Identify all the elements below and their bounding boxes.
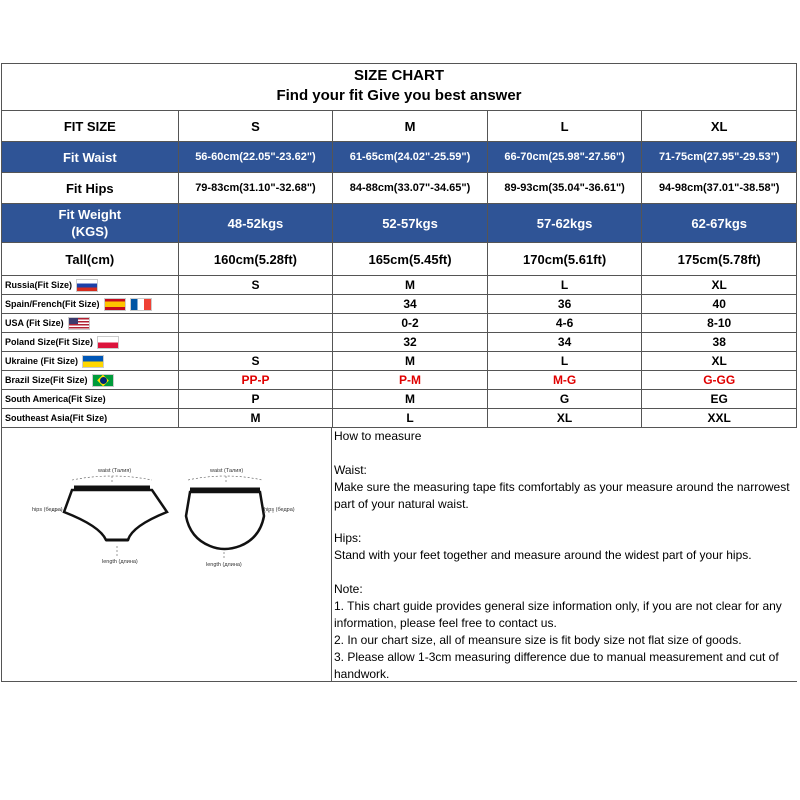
table-cell: 61-65cm(24.02"-25.59") [333, 142, 488, 173]
table-cell: L [487, 352, 642, 371]
row-label [2, 333, 179, 352]
hips-label-front: hips (бедра) [32, 507, 63, 513]
table-cell: 0-2 [333, 314, 488, 333]
chart-title: SIZE CHART [354, 67, 444, 84]
waist-title: Waist: [334, 463, 367, 477]
size-table [1, 110, 797, 428]
table-cell: 48-52kgs [178, 204, 333, 243]
brazil-flag-icon [92, 374, 114, 387]
table-cell: 32 [333, 333, 488, 352]
table-cell: 89-93cm(35.04"-36.61") [487, 173, 642, 204]
row-label-text: Russia(Fit Size) [5, 279, 73, 290]
hips-text: Stand with your feet together and measure around the widest part of your hips. [334, 548, 752, 562]
table-row-usa [2, 314, 797, 333]
table-row-russia [2, 276, 797, 295]
row-label-text: Ukraine (Fit Size) [5, 355, 79, 366]
table-cell: 8-10 [642, 314, 797, 333]
measure-instructions [332, 428, 797, 681]
table-cell: 175cm(5.78ft) [642, 243, 797, 276]
table-cell: M-G [487, 371, 642, 390]
table-cell: P-M [333, 371, 488, 390]
chart-subtitle: Find your fit Give you best answer [276, 87, 522, 104]
measure-section [1, 428, 797, 682]
table-cell: 34 [487, 333, 642, 352]
table-row-weight [2, 204, 797, 243]
table-cell: P [178, 390, 333, 409]
note-1: 1. This chart guide provides general size information only, if you are not clear for any information, please feel free to contact us. [334, 599, 782, 630]
measurement-diagram [1, 428, 332, 681]
table-row-spain [2, 295, 797, 314]
table-cell: 36 [487, 295, 642, 314]
table-cell: 34 [333, 295, 488, 314]
table-cell: XL [642, 352, 797, 371]
usa-flag-icon [68, 317, 90, 330]
table-row-hips [2, 173, 797, 204]
table-row-poland [2, 333, 797, 352]
row-label: Fit Waist [2, 142, 179, 173]
chart-title-block [1, 63, 797, 110]
table-cell [178, 333, 333, 352]
table-cell: 4-6 [487, 314, 642, 333]
briefs-front-drawing [64, 488, 167, 540]
table-cell: 66-70cm(25.98"-27.56") [487, 142, 642, 173]
ukraine-flag-icon [82, 355, 104, 368]
table-row-south-america [2, 390, 797, 409]
weight-label: Fit Weight [58, 207, 122, 222]
spain-flag-icon [104, 298, 126, 311]
row-label-text: Brazil Size(Fit Size) [5, 374, 88, 385]
note-3: 3. Please allow 1-3cm measuring difference due to manual measurement and cut of handwork. [334, 650, 779, 681]
table-header-row [2, 111, 797, 142]
table-cell: XXL [642, 409, 797, 428]
row-label [2, 352, 179, 371]
table-cell: 160cm(5.28ft) [178, 243, 333, 276]
table-cell [178, 295, 333, 314]
row-label [2, 204, 179, 243]
header-cell: S [178, 111, 333, 142]
table-cell: 79-83cm(31.10"-32.68") [178, 173, 333, 204]
table-cell: EG [642, 390, 797, 409]
table-cell: 52-57kgs [333, 204, 488, 243]
briefs-illustration [2, 428, 331, 681]
table-cell: M [333, 352, 488, 371]
waist-text: Make sure the measuring tape fits comfortably as your measure around the narrowest part of your natural waist. [334, 480, 790, 511]
waist-label-front: waist (Талия) [98, 468, 132, 474]
table-cell: L [487, 276, 642, 295]
table-cell: 165cm(5.45ft) [333, 243, 488, 276]
row-label [2, 276, 179, 295]
note-title: Note: [334, 582, 363, 596]
table-cell: M [333, 276, 488, 295]
row-label-text: Spain/French(Fit Size) [5, 298, 100, 309]
row-label-text: USA (Fit Size) [5, 317, 64, 328]
table-cell: 84-88cm(33.07"-34.65") [333, 173, 488, 204]
table-cell: M [333, 390, 488, 409]
header-cell: M [333, 111, 488, 142]
table-cell: L [333, 409, 488, 428]
row-label: South America(Fit Size) [2, 390, 179, 409]
poland-flag-icon [97, 336, 119, 349]
row-label: Fit Hips [2, 173, 179, 204]
briefs-back-drawing [186, 490, 264, 549]
measure-heading: How to measure [334, 429, 422, 443]
row-label-text: Poland Size(Fit Size) [5, 336, 94, 347]
row-label: Southeast Asia(Fit Size) [2, 409, 179, 428]
hips-label-back: hips (бедра) [264, 507, 295, 513]
table-cell: 38 [642, 333, 797, 352]
hips-title: Hips: [334, 531, 362, 545]
table-cell: 62-67kgs [642, 204, 797, 243]
header-cell: L [487, 111, 642, 142]
table-cell: 57-62kgs [487, 204, 642, 243]
table-row-southeast-asia [2, 409, 797, 428]
header-cell: FIT SIZE [2, 111, 179, 142]
table-row-brazil [2, 371, 797, 390]
table-cell: S [178, 352, 333, 371]
table-cell: XL [642, 276, 797, 295]
table-cell: G [487, 390, 642, 409]
waist-label-back: waist (Талия) [210, 468, 244, 474]
table-cell: XL [487, 409, 642, 428]
row-label [2, 314, 179, 333]
length-label-front: length (длина) [102, 559, 138, 565]
note-2: 2. In our chart size, all of meansure size is fit body size not flat size of goods. [334, 633, 742, 647]
france-flag-icon [130, 298, 152, 311]
table-cell: PP-P [178, 371, 333, 390]
table-cell: 94-98cm(37.01"-38.58") [642, 173, 797, 204]
table-cell: 71-75cm(27.95"-29.53") [642, 142, 797, 173]
table-cell: S [178, 276, 333, 295]
table-row-tall [2, 243, 797, 276]
size-chart [1, 63, 797, 682]
weight-unit-label: (KGS) [71, 224, 109, 239]
table-cell: M [178, 409, 333, 428]
length-label-back: length (длина) [206, 562, 242, 568]
row-label [2, 295, 179, 314]
row-label [2, 371, 179, 390]
row-label: Tall(cm) [2, 243, 179, 276]
table-cell: 170cm(5.61ft) [487, 243, 642, 276]
table-row-ukraine [2, 352, 797, 371]
table-cell: G-GG [642, 371, 797, 390]
table-cell: 56-60cm(22.05"-23.62") [178, 142, 333, 173]
header-cell: XL [642, 111, 797, 142]
table-cell [178, 314, 333, 333]
table-cell: 40 [642, 295, 797, 314]
table-row-waist [2, 142, 797, 173]
russia-flag-icon [76, 279, 98, 292]
